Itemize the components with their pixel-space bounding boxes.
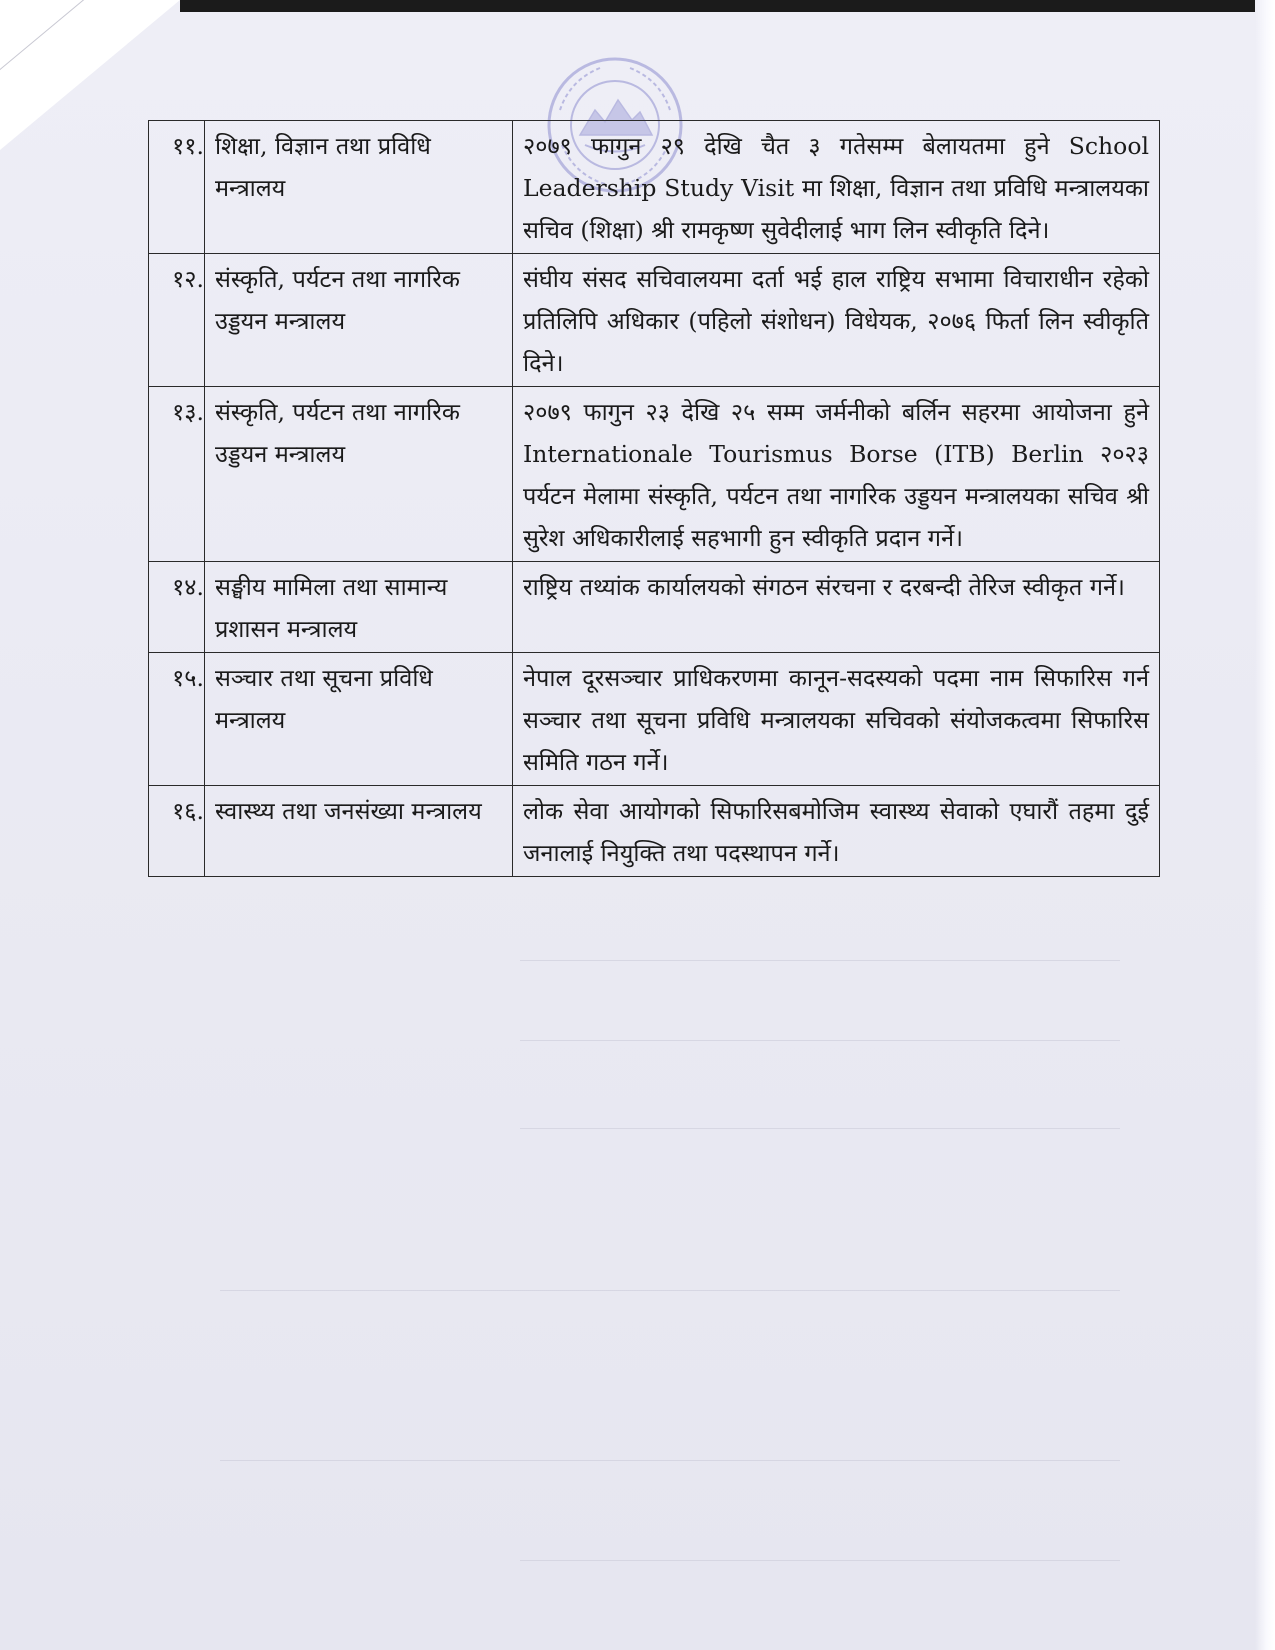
- bleed-through-rule: [520, 1128, 1120, 1129]
- ministry-name: शिक्षा, विज्ञान तथा प्रविधि मन्त्रालय: [205, 121, 513, 254]
- ministry-name: सञ्चार तथा सूचना प्रविधि मन्त्रालय: [205, 653, 513, 786]
- table-row: [149, 254, 1160, 387]
- bleed-through-rule: [220, 1290, 1120, 1291]
- ministry-name: सङ्घीय मामिला तथा सामान्य प्रशासन मन्त्रालय: [205, 562, 513, 653]
- bleed-through-rule: [220, 1460, 1120, 1461]
- cabinet-decisions-table: [148, 120, 1160, 877]
- decision-text: राष्ट्रिय तथ्यांक कार्यालयको संगठन संरचना र दरबन्दी तेरिज स्वीकृत गर्ने।: [513, 562, 1160, 653]
- table-row: [149, 653, 1160, 786]
- row-number: १२.: [149, 254, 205, 387]
- row-number: १६.: [149, 786, 205, 877]
- scan-top-edge: [180, 0, 1255, 12]
- row-number: १४.: [149, 562, 205, 653]
- decision-text: २०७९ फागुन २९ देखि चैत ३ गतेसम्म बेलायतमा हुने School Leadership Study Visit मा शिक्षा, विज्ञान तथा प्रविधि मन्त्रालयका सचिव (शिक्षा) श्री रामकृष्ण सुवेदीलाई भाग लिन स्वीकृति दिने।: [513, 121, 1160, 254]
- row-number: १३.: [149, 387, 205, 562]
- table-row: [149, 786, 1160, 877]
- bleed-through-rule: [520, 1040, 1120, 1041]
- decision-text: नेपाल दूरसञ्चार प्राधिकरणमा कानून-सदस्यको पदमा नाम सिफारिस गर्न सञ्चार तथा सूचना प्रविधि मन्त्रालयका सचिवको संयोजकत्वमा सिफारिस समिति गठन गर्ने।: [513, 653, 1160, 786]
- bleed-through-rule: [520, 960, 1120, 961]
- decision-text: लोक सेवा आयोगको सिफारिसबमोजिम स्वास्थ्य सेवाको एघारौं तहमा दुई जनालाई नियुक्ति तथा पदस्थापन गर्ने।: [513, 786, 1160, 877]
- ministry-name: संस्कृति, पर्यटन तथा नागरिक उड्डयन मन्त्रालय: [205, 254, 513, 387]
- table-row: [149, 387, 1160, 562]
- scan-right-edge: [1255, 0, 1275, 1650]
- row-number: ११.: [149, 121, 205, 254]
- decision-text: संघीय संसद सचिवालयमा दर्ता भई हाल राष्ट्रिय सभामा विचाराधीन रहेको प्रतिलिपि अधिकार (पहिलो संशोधन) विधेयक, २०७६ फिर्ता लिन स्वीकृति दिने।: [513, 254, 1160, 387]
- table-row: [149, 121, 1160, 254]
- decision-text: २०७९ फागुन २३ देखि २५ सम्म जर्मनीको बर्लिन सहरमा आयोजना हुने Internationale Tourismus Borse (ITB) Berlin २०२३ पर्यटन मेलामा संस्कृति, पर्यटन तथा नागरिक उड्डयन मन्त्रालयका सचिव श्री सुरेश अधिकारीलाई सहभागी हुन स्वीकृति प्रदान गर्ने।: [513, 387, 1160, 562]
- table-row: [149, 562, 1160, 653]
- ministry-name: स्वास्थ्य तथा जनसंख्या मन्त्रालय: [205, 786, 513, 877]
- bleed-through-rule: [520, 1560, 1120, 1561]
- row-number: १५.: [149, 653, 205, 786]
- ministry-name: संस्कृति, पर्यटन तथा नागरिक उड्डयन मन्त्रालय: [205, 387, 513, 562]
